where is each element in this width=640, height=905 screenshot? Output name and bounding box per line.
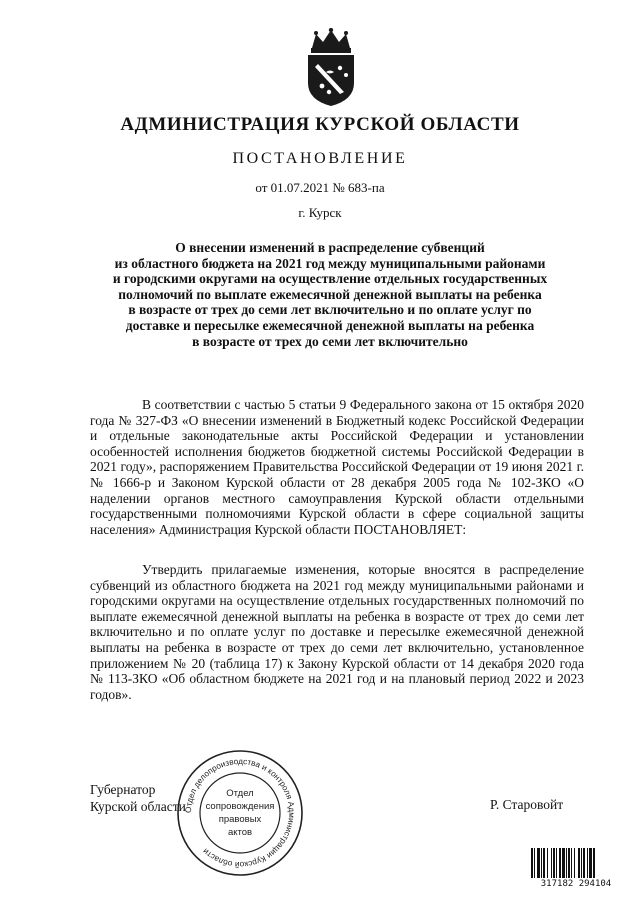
barcode-bar: [571, 848, 572, 878]
official-stamp: [175, 748, 305, 878]
barcode-bar: [581, 848, 582, 878]
body-paragraph-preamble: В соответствии с частью 5 статьи 9 Федерального закона от 15 октября 2020 года № 327-ФЗ «О внесении изменений в Бюджетный кодекс Российской Федерации и отдельные законодательные акты Российской Федерации и установлении особенностей исполнения бюджетов бюджетной системы Российской Федерации в 2021 году», распоряжением Правительства Российской Федерации от 19 июня 2021 г. № 1666-р и Законом Курской области от 28 декабря 2005 года № 102-ЗКО «О наделении органов местного самоуправления Курской области отдельными государственными полномочиями Курской области в сфере социальной защиты населения» Администрация Курской области ПОСТАНОВЛЯЕТ:: [90, 397, 584, 537]
title-line: доставке и пересылке ежемесячной денежной выплаты на ребенка: [125, 317, 535, 333]
organization-name: АДМИНИСТРАЦИЯ КУРСКОЙ ОБЛАСТИ: [120, 114, 520, 135]
signatory-name: Р. Старовойт: [490, 797, 564, 812]
barcode-bar: [568, 848, 570, 878]
barcode-bar: [553, 848, 555, 878]
document-title: [100, 240, 560, 349]
barcode-bar: [547, 848, 548, 878]
barcode-bar: [556, 848, 557, 878]
stamp-center-line: правовых: [218, 814, 262, 825]
barcode-bar: [551, 848, 552, 878]
document-number: от 01.07.2021 № 683-па: [255, 180, 385, 195]
signatory-position-line: Губернатор: [90, 782, 156, 797]
barcode-bar: [574, 848, 575, 878]
coat-of-arms-emblem: [296, 28, 366, 108]
barcode: [530, 848, 622, 878]
title-line: в возрасте от трех до семи лет включительно и по оплате услуг по: [128, 302, 532, 318]
barcode-bar: [583, 848, 585, 878]
barcode-bar: [562, 848, 565, 878]
barcode-bar: [587, 848, 588, 878]
body-paragraph-resolution: Утвердить прилагаемые изменения, которые вносятся в распределение субвенций из областного бюджета на 2021 год между муниципальными районами и городскими округами на осуществление отдельных государственных полномочий по выплате ежемесячной денежной выплаты на ребенка в возрасте от трех до семи лет включительно и по оплате услуг по доставке и пересылке ежемесячной денежной выплаты на ребенка в возрасте от трех до семи лет включительно, установленное приложением № 20 (таблица 17) к Закону Курской области от 14 декабря 2020 года № 113-ЗКО «Об областном бюджете на 2021 год и на плановый период 2022 и 2023 годов».: [90, 562, 584, 702]
stamp-center-line: актов: [227, 827, 253, 838]
signatory-position: [90, 781, 186, 815]
barcode-bar: [593, 848, 595, 878]
barcode-bar: [531, 848, 533, 878]
barcode-bar: [534, 848, 535, 878]
barcode-bar: [559, 848, 561, 878]
title-line: полномочий по выплате ежемесячной денежной выплаты на ребенка: [118, 286, 542, 302]
barcode-bar: [566, 848, 567, 878]
stamp-center-line: Отдел: [226, 788, 254, 799]
stamp-center-line: сопровождения: [205, 801, 275, 812]
barcode-number: 317182 294104: [540, 879, 612, 889]
title-line: и городскими округами на осуществление отдельных государственных: [112, 271, 548, 287]
barcode-bar: [578, 848, 580, 878]
stamp-ring-text: Отдел делопроизводства и контроля Администрации Курской области: [183, 756, 297, 870]
barcode-bar: [541, 848, 542, 878]
document-city: г. Курск: [298, 205, 342, 220]
barcode-bar: [589, 848, 592, 878]
title-line: из областного бюджета на 2021 год между муниципальными районами: [114, 255, 546, 271]
signatory-position-line: Курской области: [90, 799, 186, 814]
title-line: О внесении изменений в распределение субвенций: [175, 240, 485, 255]
document-type: ПОСТАНОВЛЕНИЕ: [232, 150, 408, 167]
barcode-bar: [537, 848, 540, 878]
title-line: в возрасте от трех до семи лет включительно: [192, 333, 468, 349]
barcode-bar: [543, 848, 545, 878]
